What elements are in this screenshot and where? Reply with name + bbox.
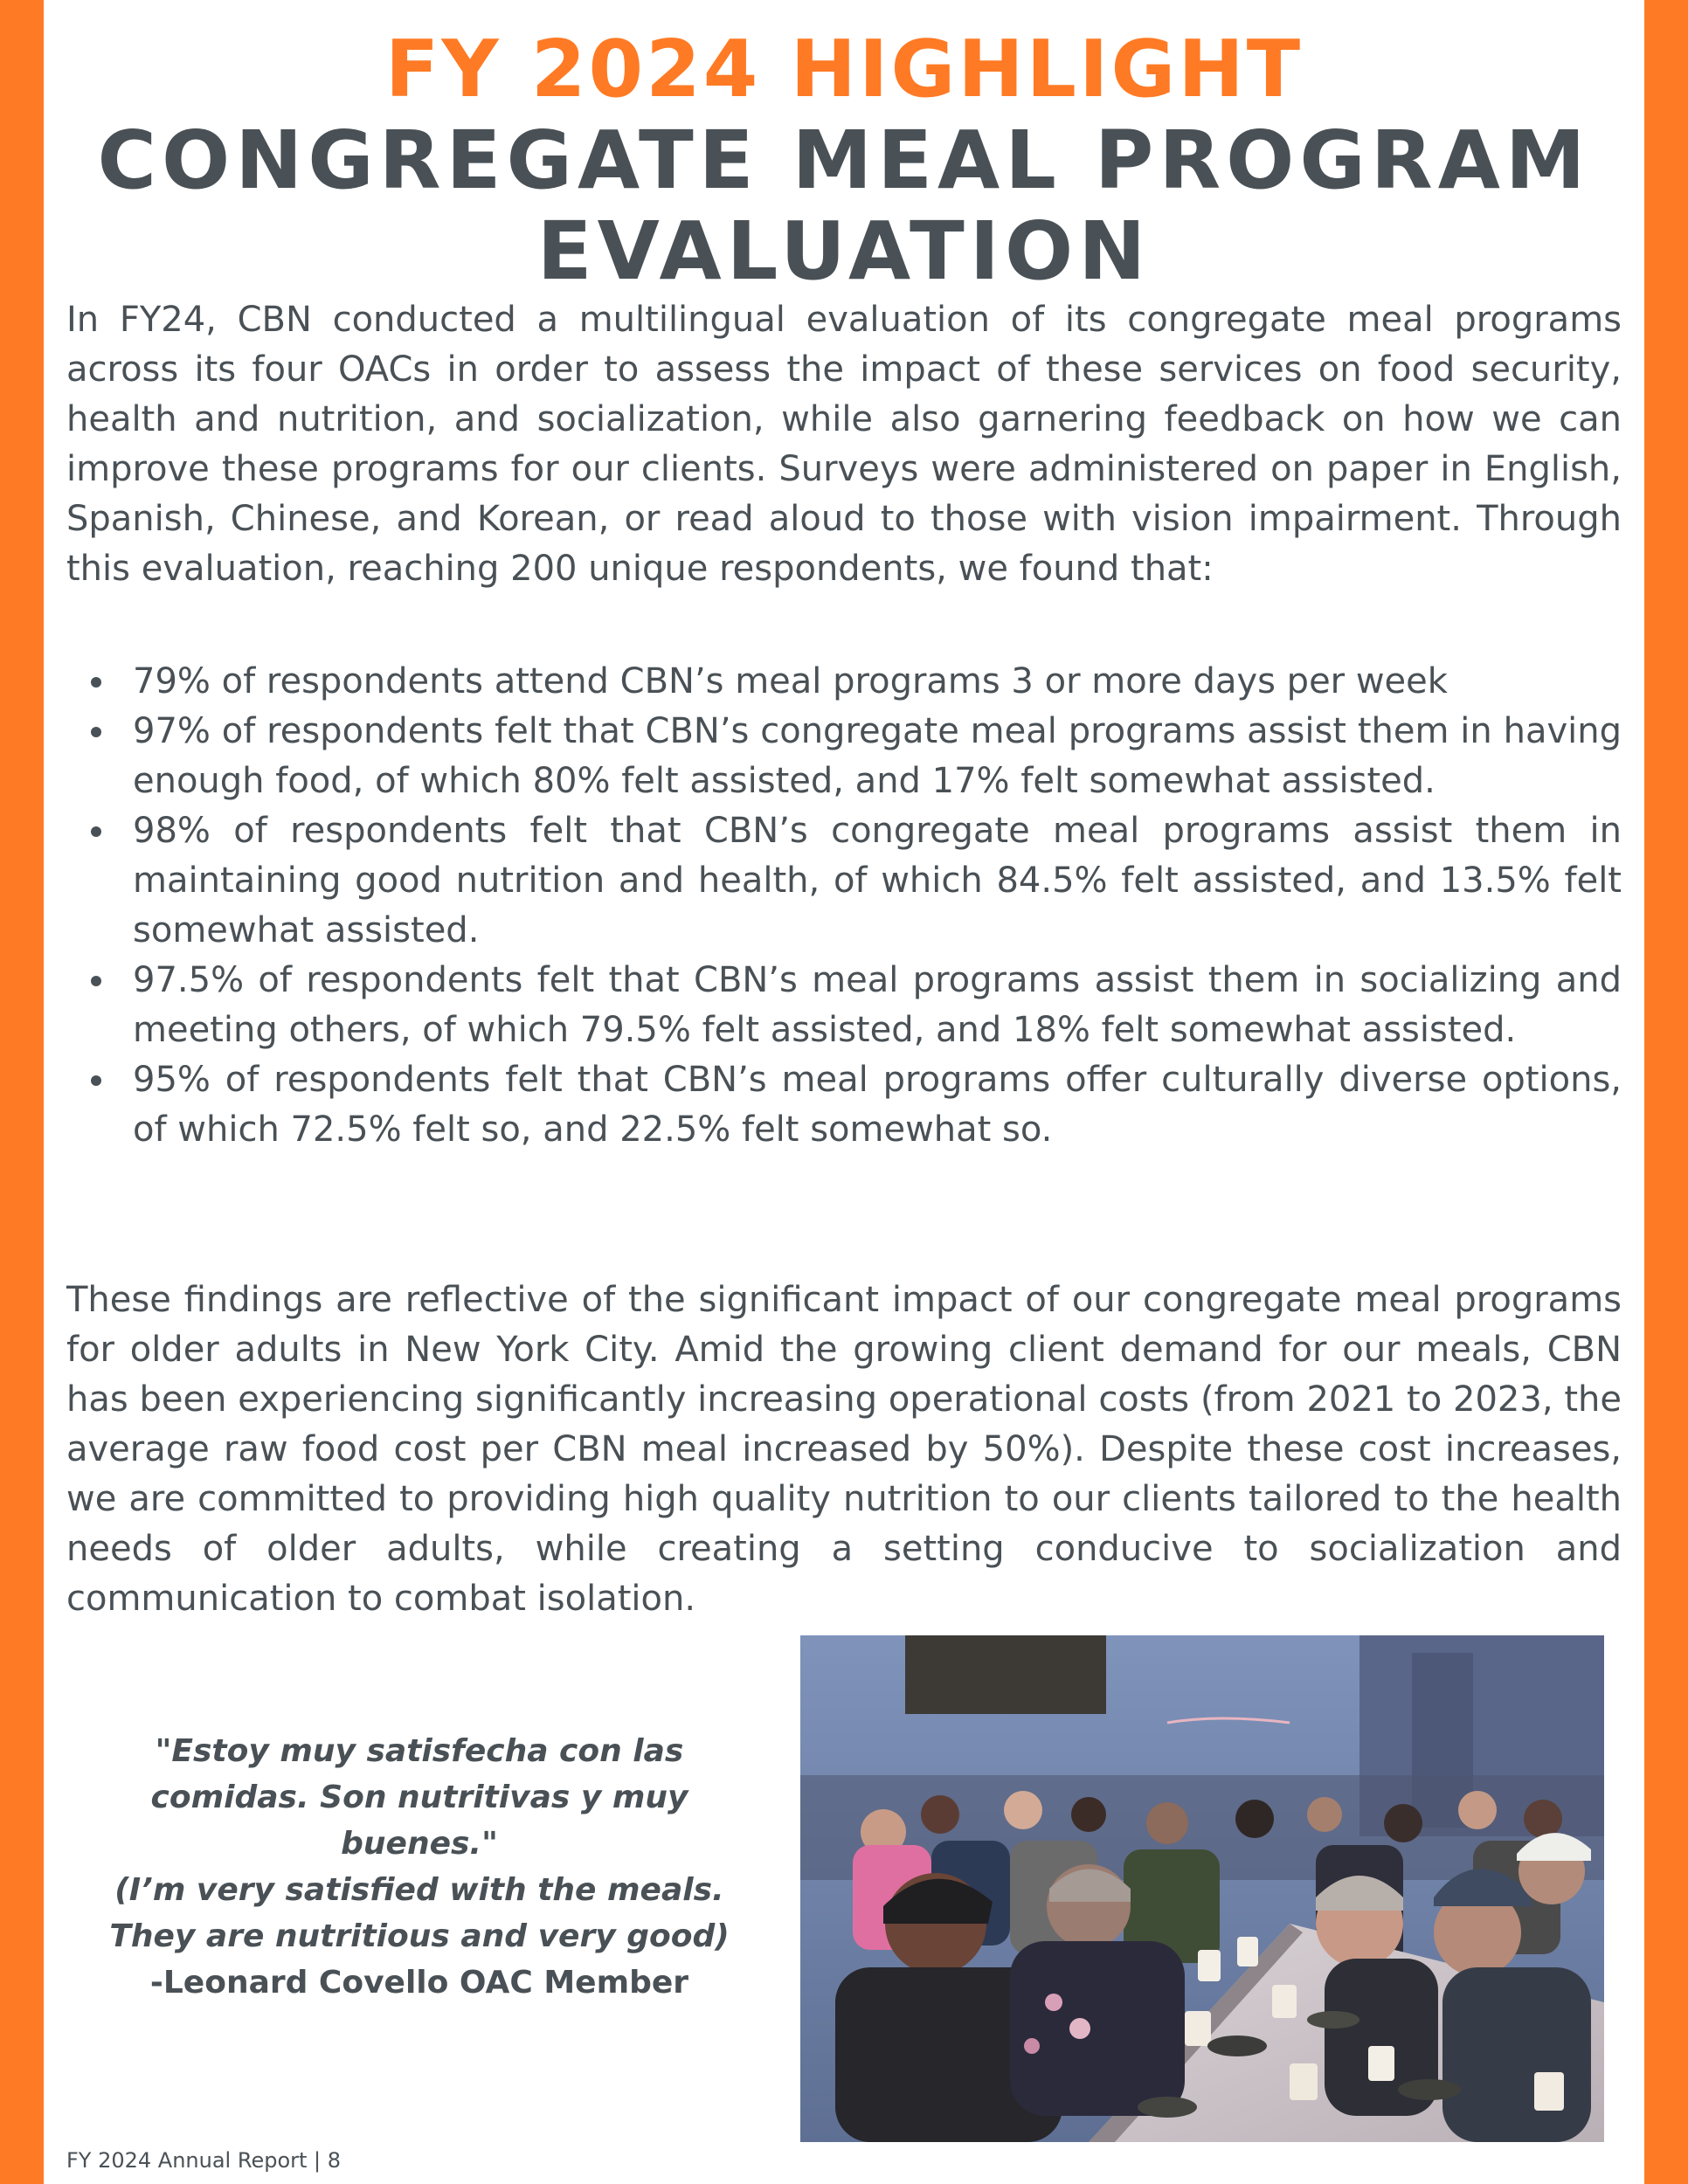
bullet-icon [91,677,101,688]
page-footer: FY 2024 Annual Report | 8 [66,2148,342,2173]
left-orange-border [0,0,44,2184]
finding-text: 97% of respondents felt that CBN’s congregate meal programs assist them in having enough food, of which 80% felt assisted, and 17% felt somewhat assisted. [133,711,1622,801]
bullet-icon [91,976,101,986]
quote-attribution: -Leonard Covello OAC Member [149,1965,689,2001]
list-item [66,956,1622,1055]
finding-text: 98% of respondents felt that CBN’s congregate meal programs assist them in maintaining good nutrition and health, of which 84.5% felt assisted, and 13.5% felt somewhat assisted. [133,811,1622,950]
list-item [66,707,1622,806]
list-item [66,1055,1622,1155]
quote-line: comidas. Son nutritivas y muy [150,1780,688,1815]
right-orange-border [1644,0,1688,2184]
page-title: CONGREGATE MEAL PROGRAM EVALUATION [97,114,1591,298]
dining-hall-photo [800,1635,1604,2142]
quote-line: buenes." [341,1826,498,1862]
quote-line: (I’m very satisfied with the meals. [114,1872,724,1908]
bullet-icon [91,826,101,837]
dining-hall-illustration [800,1635,1604,2142]
list-item [66,657,1622,707]
member-quote [96,1728,743,2006]
bullet-icon [91,727,101,737]
finding-text: 79% of respondents attend CBN’s meal programs 3 or more days per week [133,661,1448,702]
bullet-icon [91,1075,101,1086]
list-item [66,806,1622,956]
intro-paragraph: In FY24, CBN conducted a multilingual evaluation of its congregate meal programs across its four OACs in order to assess the impact of these services on food security, health and nutrition, and socialization, while also garnering feedback on how we can improve these programs for our clients. Surveys were administered on paper in English, Spanish, Chinese, and Korean, or read aloud to those with vision impairment. Through this evaluation, reaching 200 unique respondents, we found that: [66,300,1622,589]
highlight-kicker: FY 2024 HIGHLIGHT [384,24,1304,115]
finding-text: 97.5% of respondents felt that CBN’s meal programs assist them in socializing and meeting others, of which 79.5% felt assisted, and 18% felt somewhat assisted. [133,960,1622,1050]
quote-line: "Estoy muy satisfecha con las [155,1733,684,1769]
finding-text: 95% of respondents felt that CBN’s meal programs offer culturally diverse options, of which 72.5% felt so, and 22.5% felt somewhat so. [133,1060,1622,1150]
findings-list [66,657,1622,1155]
closing-paragraph: These findings are reflective of the significant impact of our congregate meal programs for older adults in New York City. Amid the growing client demand for our meals, CBN has been experiencing significantly increasing operational costs (from 2021 to 2023, the average raw food cost per CBN meal increased by 50%). Despite these cost increases, we are committed to providing high quality nutrition to our clients tailored to the health needs of older adults, while creating a setting conducive to socialization and communication to combat isolation. [66,1280,1622,1619]
quote-line: They are nutritious and very good) [109,1918,730,1954]
